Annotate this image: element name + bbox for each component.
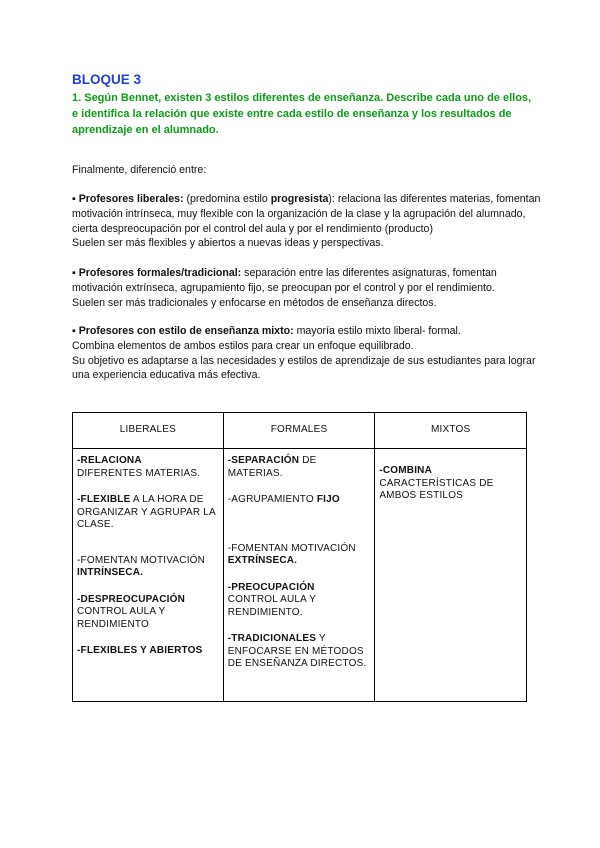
mixto-rest: mayoría estilo mixto liberal- formal. — [296, 325, 461, 337]
liberales-item-3 — [77, 555, 219, 580]
formales-item-4-bold: -PREOCUPACIÓN — [227, 581, 315, 593]
formales-item-5-bold: -TRADICIONALES — [227, 633, 317, 644]
header-liberales: LIBERALES — [73, 413, 224, 449]
formales-rest: separación entre las diferentes asignaturas, fomentan motivación extrínseca, agrupamiento fijo, se preocupan por el control y por el rendimiento. — [72, 267, 497, 294]
liberales-item-5-bold: -FLEXIBLES Y ABIERTOS — [77, 645, 203, 656]
formales-item-5 — [228, 633, 371, 671]
intro-line: Finalmente, diferenció entre: — [72, 164, 207, 176]
formales-item-1-text: DE MATERIAS. — [227, 455, 317, 479]
formales-item-1-bold: -SEPARACIÓN — [227, 455, 300, 466]
mixtos-item-1 — [379, 465, 522, 503]
paragraph-mixto-line1 — [72, 324, 542, 339]
intro-text — [72, 163, 542, 178]
paragraph-formales-line2: Suelen ser más tradicionales y enfocarse en métodos de enseñanza directos. — [72, 296, 437, 309]
cell-liberales — [73, 449, 224, 702]
paragraph-mixto-line2: Combina elementos de ambos estilos para crear un enfoque equilibrado. — [72, 339, 414, 352]
formales-item-4-text: CONTROL AULA Y RENDIMIENTO. — [227, 594, 316, 618]
liberales-item-3-bold: INTRÍNSECA. — [77, 567, 144, 578]
paragraph-mixto — [72, 324, 542, 383]
bullet: ▪ — [72, 267, 76, 279]
liberales-item-2 — [77, 494, 219, 532]
header-formales: FORMALES — [223, 413, 375, 449]
liberales-strong: progresista — [270, 193, 329, 205]
question-text: 1. Según Bennet, existen 3 estilos diferentes de enseñanza. Describe cada uno de ellos, e identifica la relación que existe entre cada estilo de enseñanza y los resultados de aprendizaje en el alumnado. — [72, 92, 532, 136]
paragraph-mixto-line3: Su objetivo es adaptarse a las necesidades y estilos de aprendizaje de sus estudiantes para lograr una experiencia educativa más efectiva. — [72, 354, 536, 382]
bullet: ▪ — [72, 325, 76, 337]
formales-item-4 — [228, 582, 371, 620]
paragraph-liberales-line2: Suelen ser más flexibles y abiertos a nuevas ideas y perspectivas. — [72, 237, 384, 250]
table-row — [73, 449, 527, 702]
liberales-item-1-bold: -RELACIONA — [77, 455, 142, 466]
formales-item-2-text: -AGRUPAMIENTO — [227, 494, 314, 505]
formales-item-2-bold: FIJO — [316, 494, 340, 505]
liberales-item-2-text: A LA HORA DE ORGANIZAR Y AGRUPAR LA CLASE. — [77, 494, 216, 530]
liberales-pre: (predomina estilo — [186, 193, 268, 205]
liberales-item-1-text: DIFERENTES MATERIAS. — [77, 467, 201, 479]
liberales-item-4-bold: -DESPREOCUPACIÓN — [77, 593, 186, 605]
cell-formales — [223, 449, 375, 702]
liberales-item-1 — [77, 455, 219, 480]
liberales-rest: ): relaciona las diferentes materias, fomentan motivación intrínseca, muy flexible con la organización de la clase y la agrupación del alumnado, cierta despreocupación por el control del aula y por el rendimiento (producto) — [72, 193, 541, 235]
paragraph-liberales-line1 — [72, 192, 542, 236]
liberales-item-3-text: -FOMENTAN MOTIVACIÓN — [77, 554, 206, 566]
liberales-item-4-text: CONTROL AULA Y RENDIMIENTO — [77, 606, 166, 630]
cell-mixtos — [375, 449, 527, 702]
liberales-item-4 — [77, 594, 219, 632]
term-liberales: Profesores liberales: — [78, 193, 184, 205]
formales-item-2 — [228, 494, 371, 507]
comparison-table — [72, 412, 527, 702]
mixtos-item-1-text: CARACTERÍSTICAS DE AMBOS ESTILOS — [379, 477, 494, 501]
liberales-item-5 — [77, 645, 219, 658]
bullet: ▪ — [72, 193, 76, 205]
liberales-item-2-bold: -FLEXIBLE — [77, 494, 131, 505]
term-formales: Profesores formales/tradicional: — [78, 267, 242, 279]
paragraph-formales-line1 — [72, 266, 542, 296]
paragraph-liberales — [72, 192, 542, 251]
paragraph-formales — [72, 266, 542, 310]
table-header-row — [73, 413, 527, 449]
formales-item-3-text: -FOMENTAN MOTIVACIÓN — [227, 542, 356, 554]
formales-item-1 — [228, 455, 371, 480]
formales-item-3-bold: EXTRÍNSECA. — [227, 555, 298, 566]
formales-item-5-text: Y ENFOCARSE EN MÉTODOS DE ENSEÑANZA DIRECTOS. — [227, 633, 367, 669]
term-mixto: Profesores con estilo de enseñanza mixto: — [78, 325, 294, 337]
mixtos-item-1-bold: -COMBINA — [379, 465, 433, 476]
section-heading: BLOQUE 3 — [72, 72, 142, 87]
header-mixtos: MIXTOS — [375, 413, 527, 449]
formales-item-3 — [228, 543, 371, 568]
